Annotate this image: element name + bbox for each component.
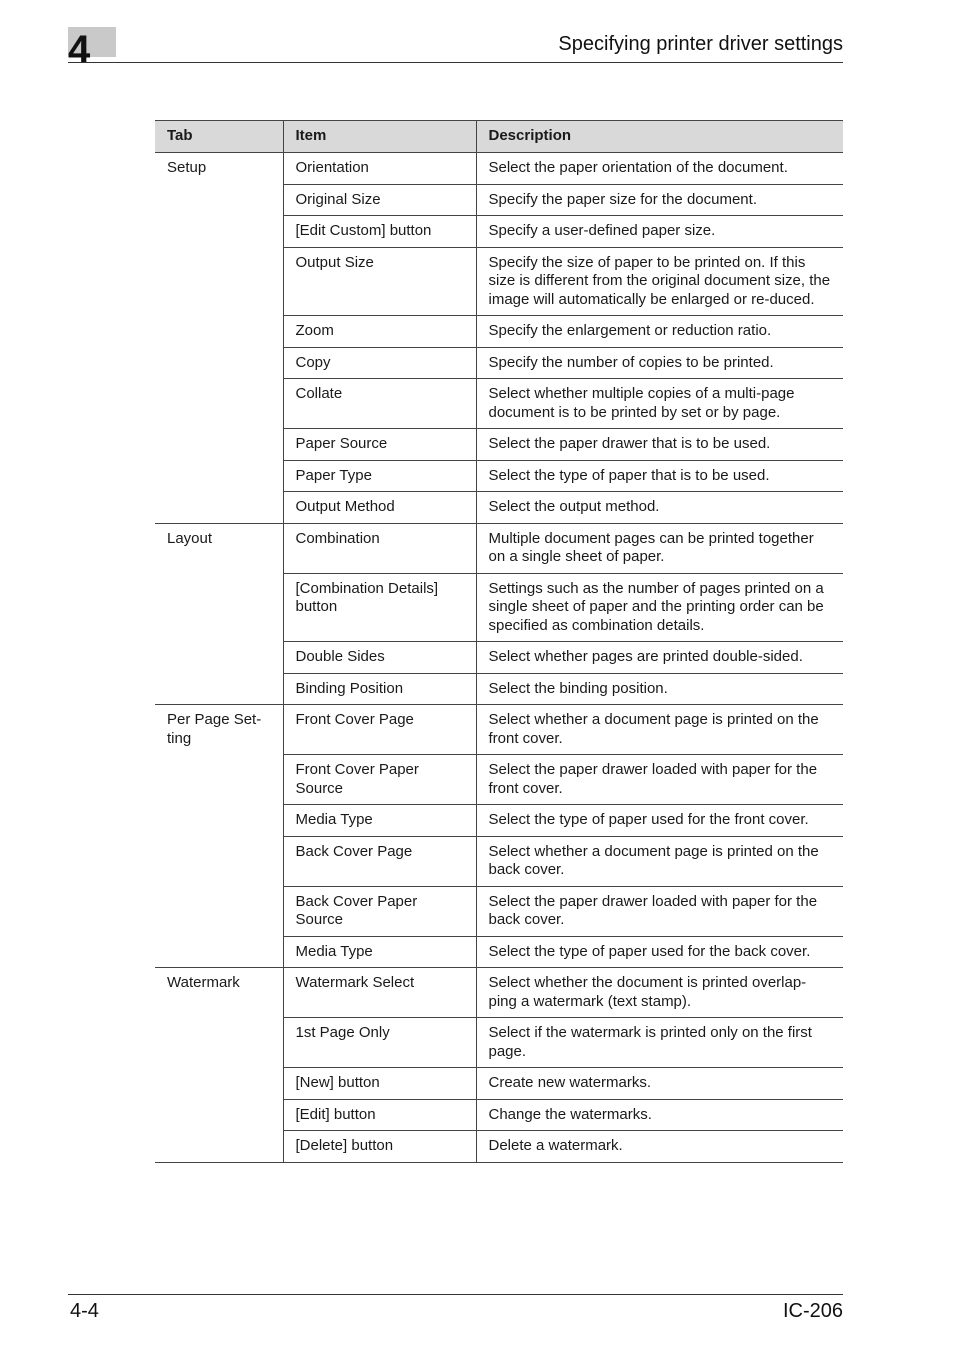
description-cell: Select the type of paper used for the front cover.	[476, 805, 843, 837]
description-cell: Select the type of paper used for the back cover.	[476, 936, 843, 968]
table-row	[155, 968, 843, 1018]
table-header-row	[155, 121, 843, 153]
description-cell: Specify a user-defined paper size.	[476, 216, 843, 248]
item-cell: Orientation	[283, 153, 476, 185]
description-cell: Select the paper orientation of the document.	[476, 153, 843, 185]
description-cell: Select the paper drawer loaded with paper for the back cover.	[476, 886, 843, 936]
description-cell: Select the output method.	[476, 492, 843, 524]
column-header-description: Description	[476, 121, 843, 153]
item-cell: Collate	[283, 379, 476, 429]
item-cell: Back Cover Paper Source	[283, 886, 476, 936]
description-cell: Delete a watermark.	[476, 1131, 843, 1163]
product-name: IC-206	[782, 1300, 843, 1322]
description-cell: Select whether a document page is printed on the back cover.	[476, 836, 843, 886]
tab-cell: Per Page Set-ting	[155, 705, 283, 968]
description-cell: Select the binding position.	[476, 673, 843, 705]
item-cell: Media Type	[283, 805, 476, 837]
table-row	[155, 153, 843, 185]
item-cell: [Delete] button	[283, 1131, 476, 1163]
settings-table	[155, 120, 843, 1163]
tab-cell: Setup	[155, 153, 283, 524]
item-cell: Watermark Select	[283, 968, 476, 1018]
item-cell: Front Cover Page	[283, 705, 476, 755]
chapter-number: 4	[68, 28, 91, 72]
description-cell: Select whether pages are printed double-sided.	[476, 642, 843, 674]
item-cell: Output Size	[283, 247, 476, 316]
header-divider	[68, 62, 843, 63]
description-cell: Create new watermarks.	[476, 1068, 843, 1100]
item-cell: [New] button	[283, 1068, 476, 1100]
description-cell: Select the paper drawer that is to be used.	[476, 429, 843, 461]
item-cell: Front Cover Paper Source	[283, 755, 476, 805]
item-cell: Media Type	[283, 936, 476, 968]
item-cell: Copy	[283, 347, 476, 379]
item-cell: [Combination Details] button	[283, 573, 476, 642]
item-cell: Paper Type	[283, 460, 476, 492]
description-cell: Specify the enlargement or reduction ratio.	[476, 316, 843, 348]
description-cell: Select whether a document page is printed on the front cover.	[476, 705, 843, 755]
page-title: Specifying printer driver settings	[558, 33, 843, 55]
footer-divider	[68, 1294, 843, 1295]
item-cell: Combination	[283, 523, 476, 573]
item-cell: Zoom	[283, 316, 476, 348]
item-cell: Output Method	[283, 492, 476, 524]
page-number: 4-4	[70, 1300, 99, 1322]
column-header-item: Item	[283, 121, 476, 153]
column-header-tab: Tab	[155, 121, 283, 153]
item-cell: [Edit Custom] button	[283, 216, 476, 248]
table-row	[155, 523, 843, 573]
description-cell: Change the watermarks.	[476, 1099, 843, 1131]
tab-cell: Watermark	[155, 968, 283, 1163]
description-cell: Select the type of paper that is to be used.	[476, 460, 843, 492]
description-cell: Select whether the document is printed overlap-ping a watermark (text stamp).	[476, 968, 843, 1018]
description-cell: Select the paper drawer loaded with paper for the front cover.	[476, 755, 843, 805]
description-cell: Specify the size of paper to be printed on. If this size is different from the original document size, the image will automatically be enlarged or re-duced.	[476, 247, 843, 316]
item-cell: Back Cover Page	[283, 836, 476, 886]
description-cell: Select if the watermark is printed only on the first page.	[476, 1018, 843, 1068]
item-cell: [Edit] button	[283, 1099, 476, 1131]
item-cell: 1st Page Only	[283, 1018, 476, 1068]
item-cell: Double Sides	[283, 642, 476, 674]
item-cell: Paper Source	[283, 429, 476, 461]
description-cell: Specify the number of copies to be printed.	[476, 347, 843, 379]
description-cell: Specify the paper size for the document.	[476, 184, 843, 216]
item-cell: Original Size	[283, 184, 476, 216]
description-cell: Settings such as the number of pages printed on a single sheet of paper and the printing order can be specified as combination details.	[476, 573, 843, 642]
table-body	[155, 153, 843, 1163]
table-row	[155, 705, 843, 755]
description-cell: Multiple document pages can be printed together on a single sheet of paper.	[476, 523, 843, 573]
item-cell: Binding Position	[283, 673, 476, 705]
description-cell: Select whether multiple copies of a multi-page document is to be printed by set or by page.	[476, 379, 843, 429]
tab-cell: Layout	[155, 523, 283, 705]
